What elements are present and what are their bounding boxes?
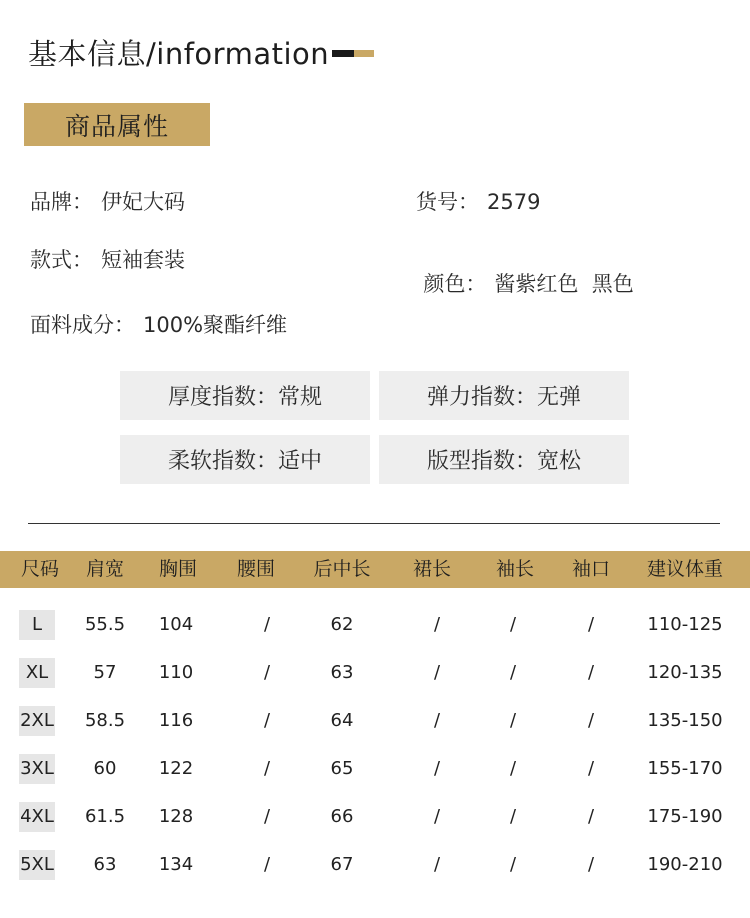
index-softness (120, 435, 370, 484)
index-value: 常规 (278, 385, 323, 410)
cell-bust: 116 (158, 710, 194, 731)
cell-weight: 135-150 (647, 710, 723, 731)
cell-sleeve-length: / (509, 854, 517, 875)
index-colon: ： (255, 385, 278, 410)
attr-value: 伊妃大码 (101, 190, 185, 214)
cell-skirt-length: / (433, 806, 441, 827)
attr-label: 品牌 (30, 190, 72, 214)
attr-value: 酱紫红色 黑色 (494, 272, 634, 296)
attr-colon: ： (458, 190, 479, 214)
attr-colon: ： (72, 190, 93, 214)
attr-label: 颜色 (423, 272, 466, 296)
attr-item-number (416, 186, 540, 216)
cell-shoulder: 63 (93, 854, 117, 875)
attr-brand (30, 186, 185, 216)
table-row (0, 706, 750, 754)
cell-sleeve-length: / (509, 710, 517, 731)
cell-cuff: / (587, 614, 595, 635)
cell-skirt-length: / (433, 614, 441, 635)
cell-waist: / (263, 614, 271, 635)
index-colon: ： (514, 449, 537, 474)
cell-skirt-length: / (433, 758, 441, 779)
cell-skirt-length: / (433, 710, 441, 731)
index-value: 无弹 (537, 385, 582, 410)
decoration-black-bar (332, 50, 354, 57)
cell-weight: 190-210 (647, 854, 723, 875)
index-label: 弹力指数 (426, 385, 515, 410)
index-fit (379, 435, 629, 484)
table-row (0, 802, 750, 850)
index-value: 适中 (278, 449, 323, 474)
cell-size: 4XL (19, 802, 55, 832)
cell-shoulder: 55.5 (84, 614, 126, 635)
header-skirt-length: 裙长 (412, 558, 452, 580)
divider (28, 523, 720, 524)
cell-back-length: 65 (330, 758, 354, 779)
header-waist: 腰围 (236, 558, 276, 580)
cell-weight: 120-135 (647, 662, 723, 683)
cell-sleeve-length: / (509, 758, 517, 779)
attr-value: 2579 (487, 190, 541, 214)
cell-skirt-length: / (433, 662, 441, 683)
cell-bust: 122 (158, 758, 194, 779)
header-sleeve-length: 袖长 (495, 558, 535, 580)
header-size: 尺码 (20, 558, 60, 580)
cell-sleeve-length: / (509, 662, 517, 683)
section-title: 基本信息/information (28, 37, 330, 71)
attr-fabric (30, 309, 287, 339)
index-elasticity (379, 371, 629, 420)
cell-bust: 110 (158, 662, 194, 683)
cell-cuff: / (587, 806, 595, 827)
header-back-length: 后中长 (313, 558, 371, 580)
index-thickness (120, 371, 370, 420)
cell-waist: / (263, 806, 271, 827)
index-value: 宽松 (537, 449, 582, 474)
attr-label: 货号 (416, 190, 458, 214)
index-label: 版型指数 (426, 449, 515, 474)
cell-bust: 128 (158, 806, 194, 827)
attr-style (30, 244, 185, 274)
table-row (0, 658, 750, 706)
attr-color (410, 244, 634, 298)
cell-waist: / (263, 662, 271, 683)
cell-shoulder: 60 (93, 758, 117, 779)
header-bust: 胸围 (158, 558, 198, 580)
cell-size: L (19, 610, 55, 640)
cell-shoulder: 57 (93, 662, 117, 683)
table-row (0, 754, 750, 802)
table-row (0, 850, 750, 898)
cell-size: 5XL (19, 850, 55, 880)
cell-shoulder: 58.5 (84, 710, 126, 731)
cell-cuff: / (587, 662, 595, 683)
cell-bust: 134 (158, 854, 194, 875)
cell-weight: 175-190 (647, 806, 723, 827)
cell-skirt-length: / (433, 854, 441, 875)
cell-back-length: 67 (330, 854, 354, 875)
attr-colon: ： (465, 272, 487, 296)
cell-sleeve-length: / (509, 806, 517, 827)
cell-weight: 155-170 (647, 758, 723, 779)
size-table-header (0, 551, 750, 588)
table-row (0, 610, 750, 658)
cell-back-length: 64 (330, 710, 354, 731)
cell-cuff: / (587, 854, 595, 875)
cell-back-length: 66 (330, 806, 354, 827)
cell-back-length: 62 (330, 614, 354, 635)
cell-shoulder: 61.5 (84, 806, 126, 827)
cell-weight: 110-125 (647, 614, 723, 635)
index-label: 厚度指数 (167, 385, 256, 410)
decoration-gold-bar (354, 50, 374, 57)
cell-sleeve-length: / (509, 614, 517, 635)
title-decoration (332, 50, 374, 57)
header-weight: 建议体重 (646, 558, 724, 580)
attr-label: 款式 (30, 248, 72, 272)
cell-waist: / (263, 710, 271, 731)
cell-size: XL (19, 658, 55, 688)
attr-colon: ： (72, 248, 93, 272)
attr-value: 100%聚酯纤维 (143, 313, 288, 337)
header-shoulder: 肩宽 (85, 558, 125, 580)
cell-bust: 104 (158, 614, 194, 635)
attr-label: 面料成分 (30, 313, 114, 337)
index-label: 柔软指数 (167, 449, 256, 474)
cell-waist: / (263, 854, 271, 875)
cell-cuff: / (587, 710, 595, 731)
cell-waist: / (263, 758, 271, 779)
product-attributes-tag: 商品属性 (24, 103, 210, 146)
cell-back-length: 63 (330, 662, 354, 683)
header-cuff: 袖口 (571, 558, 611, 580)
cell-size: 2XL (19, 706, 55, 736)
cell-size: 3XL (19, 754, 55, 784)
index-colon: ： (514, 385, 537, 410)
index-colon: ： (255, 449, 278, 474)
cell-cuff: / (587, 758, 595, 779)
attr-value: 短袖套装 (101, 248, 185, 272)
attr-colon: ： (114, 313, 135, 337)
